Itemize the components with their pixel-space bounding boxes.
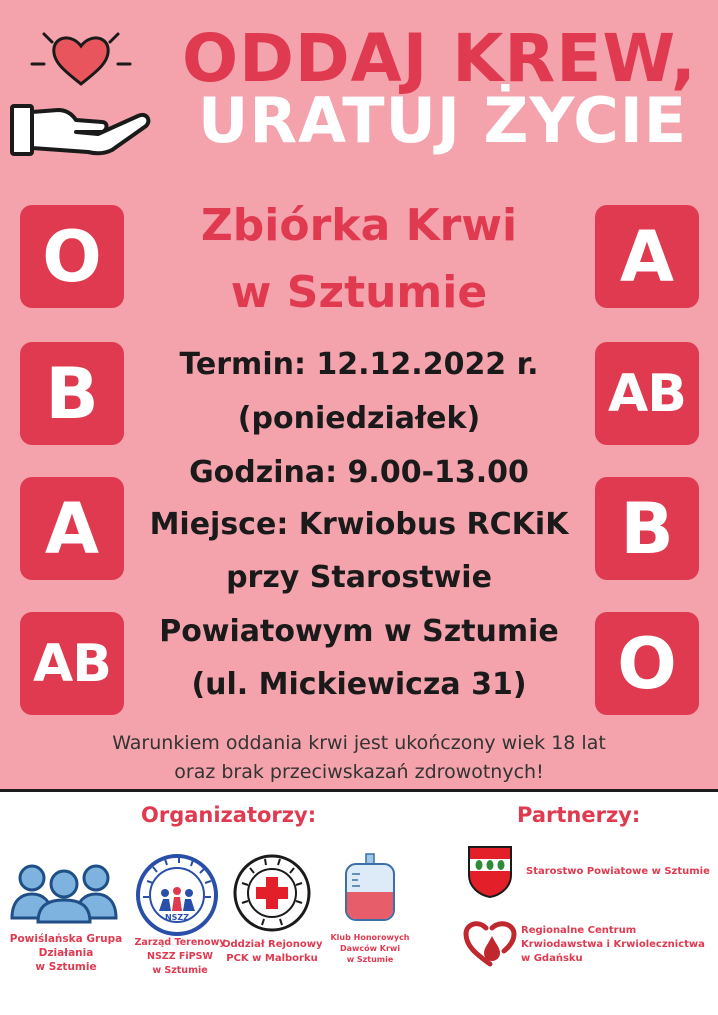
event-place-line-2: przy Starostwie [226,560,492,595]
event-weekday: (poniedziałek) [237,401,481,436]
nszz-logo-icon [135,853,219,937]
blood-type-tile-left-3: A [20,477,124,580]
red-cross-logo-icon [232,853,312,933]
event-place: Miejsce: Krwiobus RCKiK [149,507,569,542]
event-name-line-1: Zbiórka Krwi [200,200,518,251]
condition-line-1: Warunkiem oddania krwi jest ukończony wiek 18 lat [112,732,606,754]
coat-of-arms-icon [467,845,513,899]
organizer-caption-2: Zarząd Terenowy NSZZ FiPSW w Sztumie [134,937,226,976]
event-date: Termin: 12.12.2022 r. [179,347,539,382]
organizer-caption-3: Oddział Rejonowy PCK w Malborku [222,939,323,964]
blood-type-tile-left-4: AB [20,612,124,715]
nszz-logo-text: NSZZ [164,913,190,922]
heart-in-hand-icon [6,22,156,162]
organizer-caption-4: Klub Honorowych Dawców Krwi w Sztumie [330,933,410,964]
condition-line-2: oraz brak przeciwskazań zdrowotnych! [174,761,544,783]
blood-type-tile-right-3: B [595,477,699,580]
blood-type-tile-right-4: O [595,612,699,715]
section-divider [0,789,718,792]
event-place-line-3: Powiatowym w Sztumie [159,614,559,649]
blood-bag-icon [340,852,400,924]
event-name-line-2: w Sztumie [230,267,488,318]
people-group-icon [8,862,120,924]
blood-type-tile-right-1: A [595,205,699,308]
partner-caption-2: Regionalne Centrum Krwiodawstwa i Krwiolecznictwa w Gdańsku [521,925,705,964]
partners-heading: Partnerzy: [517,803,641,827]
blood-type-tile-left-1: O [20,205,124,308]
event-hours: Godzina: 9.00-13.00 [189,455,529,490]
headline-line-1: ODDAJ KREW, [182,20,697,97]
organizers-heading: Organizatorzy: [141,803,317,827]
headline-line-2: URATUJ ŻYCIE [198,84,688,157]
blood-type-tile-right-2: AB [595,342,699,445]
rckik-heart-drop-icon [462,918,518,968]
partner-caption-1: Starostwo Powiatowe w Sztumie [526,866,710,877]
organizer-caption-1: Powiślańska Grupa Działania w Sztumie [9,933,123,973]
event-address: (ul. Mickiewicza 31) [191,667,527,702]
blood-type-tile-left-2: B [20,342,124,445]
